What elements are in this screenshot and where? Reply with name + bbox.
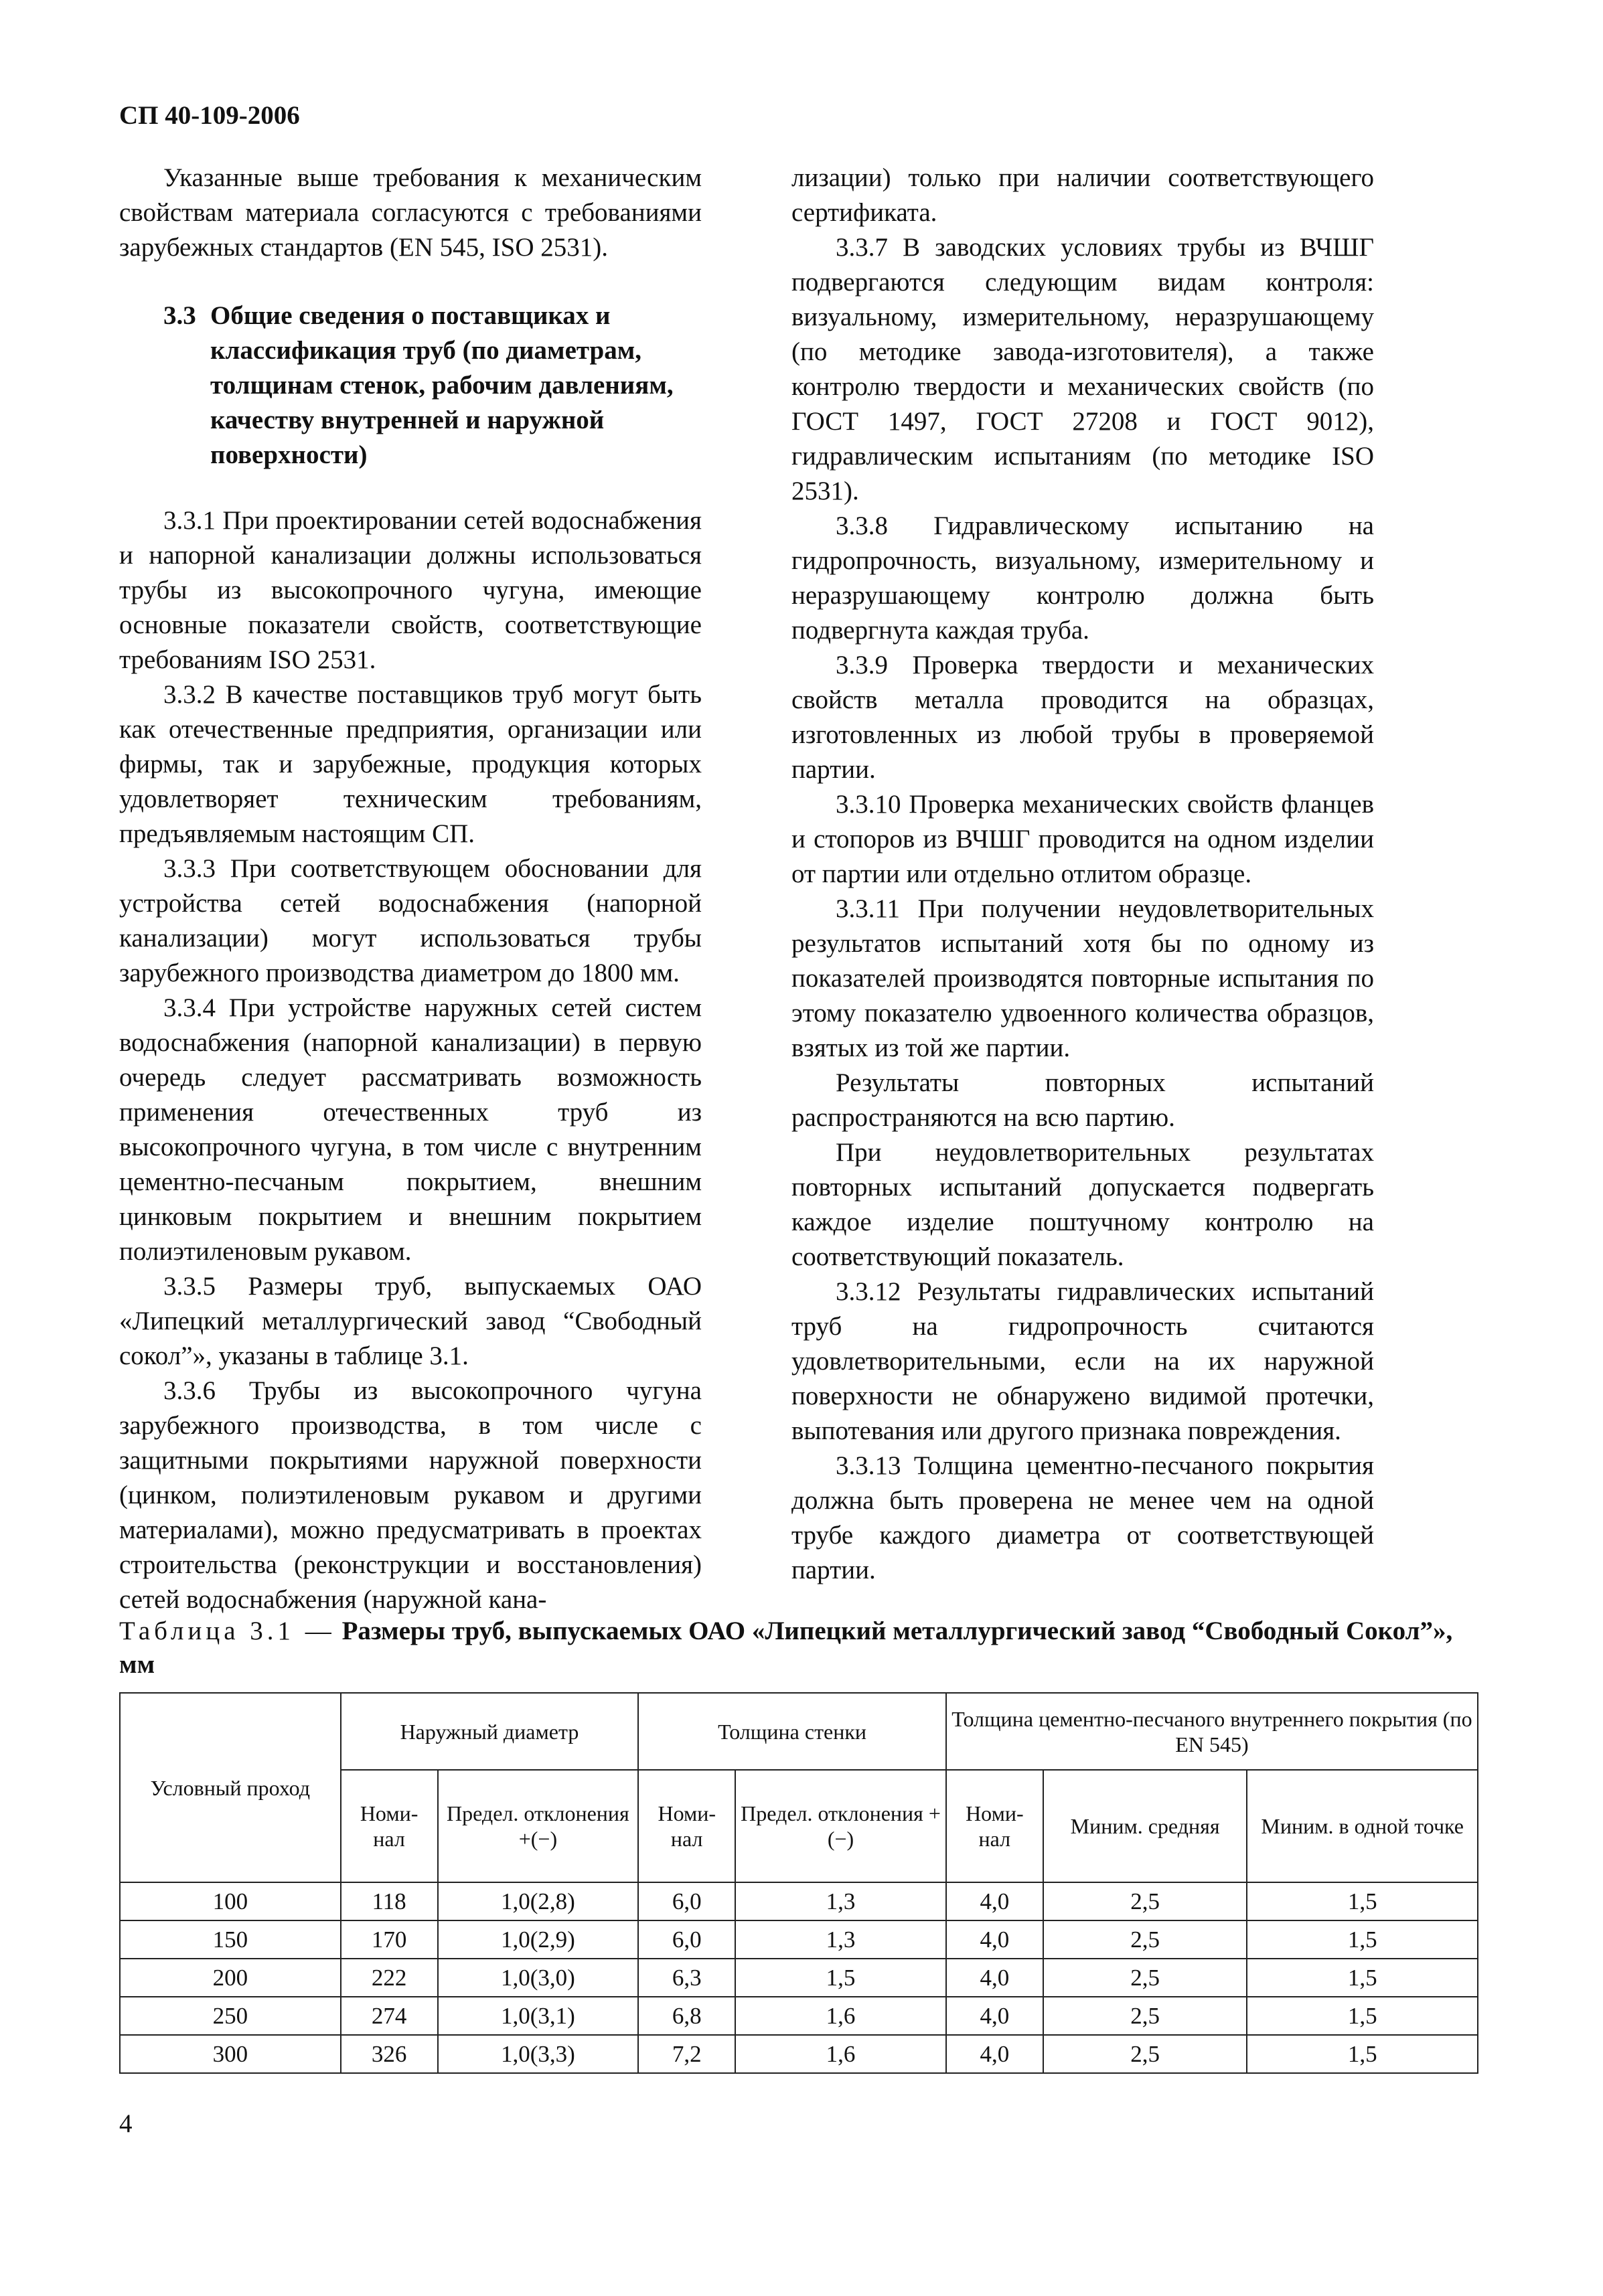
table-cell: 1,3: [735, 1920, 946, 1959]
paragraph-3-3-9: 3.3.9 Проверка твердости и механических свойств металла проводится на образцах, изготовленных из любой трубы в проверяемой партии.: [791, 651, 1374, 784]
paragraph-3-3-10: 3.3.10 Проверка механических свойств фланцев и стопоров из ВЧШГ проводится на одном изделии от партии или отдельно отлитом образце.: [791, 790, 1374, 888]
table-cell: 6,8: [638, 1997, 735, 2035]
paragraph-repeat-results: Результаты повторных испытаний распространяются на всю партию.: [791, 1068, 1374, 1132]
table-cell: 1,0(3,3): [438, 2035, 639, 2073]
table-cell: 1,0(2,8): [438, 1882, 639, 1920]
table-row: [120, 1920, 1478, 1959]
paragraph-3-3-11: 3.3.11 При получении неудовлетворительных результатов испытаний хотя бы по одному из показателей производятся повторные испытания по этому показателю удвоенного количества образцов, взятых из той же партии.: [791, 894, 1374, 1062]
table-cell: 1,0(3,0): [438, 1959, 639, 1997]
table-cell: 6,0: [638, 1882, 735, 1920]
table-cell: 1,0(2,9): [438, 1920, 639, 1959]
table-cell: 2,5: [1043, 2035, 1247, 2073]
pipe-dimensions-table: [119, 1692, 1478, 2074]
header-limit-deviation: Предел. отклонения +(−): [735, 1770, 946, 1882]
paragraph-3-3-7: 3.3.7 В заводских условиях трубы из ВЧШГ подвергаются следующим видам контроля: визуальному, измерительному, неразрушающему (по методике завода-изготовителя), а также контролю твердости и механических свойств (по ГОСТ 1497, ГОСТ 27208 и ГОСТ 9012), гидравлическим испытаниям (по методике ISO 2531).: [791, 233, 1374, 505]
table-cell: 2,5: [1043, 1882, 1247, 1920]
paragraph-3-3-5: 3.3.5 Размеры труб, выпускаемых ОАО «Липецкий металлургический завод “Свободный сокол”», указаны в таблице 3.1.: [119, 1272, 702, 1370]
intro-paragraph: Указанные выше требования к механическим свойствам материала согласуются с требованиями зарубежных стандартов (EN 545, ISO 2531).: [119, 163, 702, 262]
paragraph-3-3-6: 3.3.6 Трубы из высокопрочного чугуна зарубежного производства, в том числе с защитными покрытиями наружной поверхности (цинком, полиэтиленовым рукавом и другими материалами), можно предусматривать в проектах строительства (реконструкции и восстановления) сетей водоснабжения (наружной кана-: [119, 1376, 702, 1614]
section-heading: [119, 299, 702, 473]
table-cell: 118: [341, 1882, 438, 1920]
paragraph-3-3-3: 3.3.3 При соответствующем обосновании для устройства сетей водоснабжения (напорной канализации) могут использоваться трубы зарубежного производства диаметром до 1800 мм.: [119, 854, 702, 987]
left-column: [119, 161, 702, 1617]
table-cell: 170: [341, 1920, 438, 1959]
header-coating-thickness: Толщина цементно-песчаного внутреннего покрытия (по EN 545): [946, 1693, 1478, 1770]
continuation-paragraph: лизации) только при наличии соответствующего сертификата.: [791, 163, 1374, 227]
paragraph-3-3-2: 3.3.2 В качестве поставщиков труб могут быть как отечественные предприятия, организации или фирмы, так и зарубежные, продукция которых удовлетворяет техническим требованиям, предъявляемым настоящим СП.: [119, 680, 702, 848]
table-cell: 1,6: [735, 2035, 946, 2073]
table-cell: 326: [341, 2035, 438, 2073]
section-number: 3.3: [163, 301, 196, 330]
table-cell: 2,5: [1043, 1997, 1247, 2035]
table-cell: 1,5: [1247, 1882, 1478, 1920]
table-cell: 1,5: [1247, 1997, 1478, 2035]
table-cell: 222: [341, 1959, 438, 1997]
table-cell: 1,5: [1247, 1959, 1478, 1997]
table-cell: 7,2: [638, 2035, 735, 2073]
header-nominal: Номи- нал: [638, 1770, 735, 1882]
header-wall-thickness: Толщина стенки: [638, 1693, 946, 1770]
table-cell: 250: [120, 1997, 341, 2035]
table-cell: 200: [120, 1959, 341, 1997]
section-title: Общие сведения о поставщиках и классификация труб (по диаметрам, толщинам стенок, рабочим давлениям, качеству внутренней и наружной поверхности): [210, 301, 674, 469]
table-cell: 300: [120, 2035, 341, 2073]
header-min-average: Миним. средняя: [1043, 1770, 1247, 1882]
table-cell: 6,3: [638, 1959, 735, 1997]
table-cell: 4,0: [946, 1959, 1043, 1997]
table-caption: [119, 1615, 1478, 1682]
paragraph-3-3-1: 3.3.1 При проектировании сетей водоснабжения и напорной канализации должны использоваться трубы из высокопрочного чугуна, имеющие основные показатели свойств, соответствующие требованиям ISO 2531.: [119, 506, 702, 674]
table-cell: 2,5: [1043, 1959, 1247, 1997]
table-cell: 4,0: [946, 2035, 1043, 2073]
table-cell: 274: [341, 1997, 438, 2035]
table-cell: 1,3: [735, 1882, 946, 1920]
right-column: [791, 161, 1374, 1588]
paragraph-3-3-12: 3.3.12 Результаты гидравлических испытаний труб на гидропрочность считаются удовлетворительными, если на их наружной поверхности не обнаружено видимой протечки, выпотевания или другого признака повреждения.: [791, 1277, 1374, 1445]
table-title: Размеры труб, выпускаемых ОАО «Липецкий металлургический завод “Свободный Сокол”», мм: [119, 1617, 1453, 1679]
table-cell: 6,0: [638, 1920, 735, 1959]
paragraph-unsatisfactory: При неудовлетворительных результатах повторных испытаний допускается подвергать каждое изделие поштучному контролю на соответствующий показатель.: [791, 1138, 1374, 1271]
table-cell: 1,5: [735, 1959, 946, 1997]
table-cell: 1,5: [1247, 2035, 1478, 2073]
table-label: Таблица 3.1 —: [119, 1617, 335, 1645]
header-min-point: Миним. в одной точке: [1247, 1770, 1478, 1882]
document-code: СП 40-109-2006: [119, 101, 300, 130]
table-row: [120, 1997, 1478, 2035]
table-cell: 150: [120, 1920, 341, 1959]
paragraph-3-3-4: 3.3.4 При устройстве наружных сетей систем водоснабжения (напорной канализации) в первую очередь следует рассматривать возможность применения отечественных труб из высокопрочного чугуна, в том числе с внутренним цементно-песчаным покрытием, внешним цинковым покрытием и внешним покрытием полиэтиленовым рукавом.: [119, 993, 702, 1266]
table-cell: 1,5: [1247, 1920, 1478, 1959]
paragraph-3-3-8: 3.3.8 Гидравлическому испытанию на гидропрочность, визуальному, измерительному и неразрушающему контролю должна быть подвергнута каждая труба.: [791, 511, 1374, 645]
header-limit-deviation: Предел. отклонения +(−): [438, 1770, 639, 1882]
table-cell: 1,0(3,1): [438, 1997, 639, 2035]
table-cell: 100: [120, 1882, 341, 1920]
table-body: [120, 1882, 1478, 2073]
header-outer-diameter: Наружный диаметр: [341, 1693, 639, 1770]
table-cell: 1,6: [735, 1997, 946, 2035]
table-row: [120, 2035, 1478, 2073]
table-cell: 4,0: [946, 1882, 1043, 1920]
table-cell: 4,0: [946, 1997, 1043, 2035]
table-cell: 2,5: [1043, 1920, 1247, 1959]
table-row: [120, 1882, 1478, 1920]
paragraph-3-3-13: 3.3.13 Толщина цементно-песчаного покрытия должна быть проверена не менее чем на одной трубе каждого диаметра от соответствующей партии.: [791, 1451, 1374, 1584]
header-nominal: Номи- нал: [946, 1770, 1043, 1882]
header-nominal: Номи- нал: [341, 1770, 438, 1882]
table-row: [120, 1959, 1478, 1997]
page-number: 4: [119, 2109, 133, 2138]
header-conditional-pass: Условный проход: [120, 1693, 341, 1882]
table-cell: 4,0: [946, 1920, 1043, 1959]
